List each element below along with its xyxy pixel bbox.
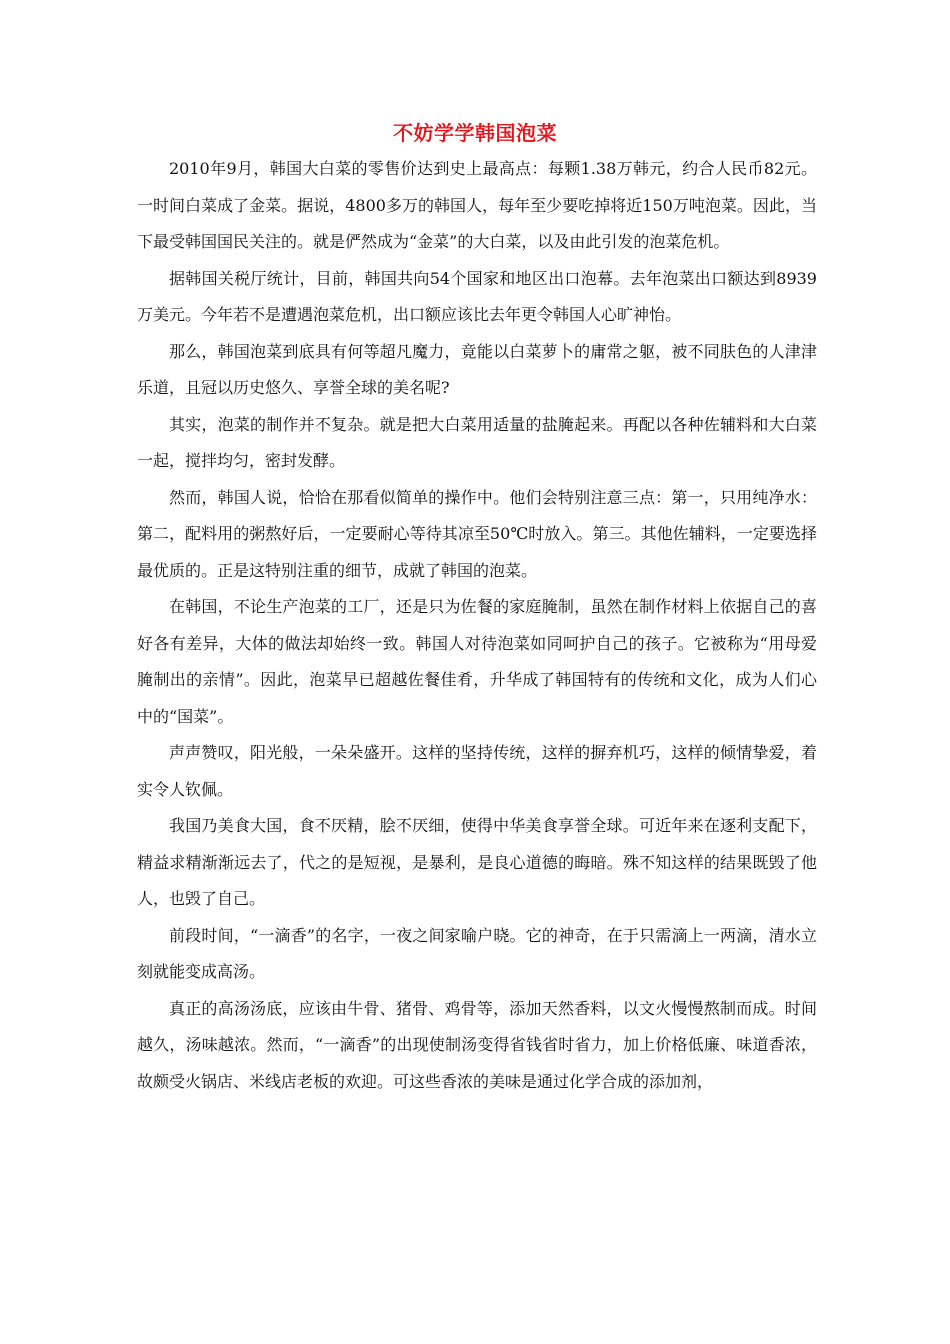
- paragraph: 我国乃美食大国，食不厌精，脍不厌细，使得中华美食享誉全球。可近年来在逐利支配下，精益求精渐渐远去了，代之的是短视，是暴利，是良心道德的晦暗。殊不知这样的结果既毁了他人，也毁了自己。: [137, 816, 817, 908]
- paragraph: 前段时间，“一滴香”的名字，一夜之间家喻户晓。它的神奇，在于只需滴上一两滴，清水立刻就能变成高汤。: [137, 925, 817, 981]
- paragraph: 其实，泡菜的制作并不复杂。就是把大白菜用适量的盐腌起来。再配以各种佐辅料和大白菜一起，搅拌均匀，密封发酵。: [137, 414, 817, 470]
- paragraph: 2010年9月，韩国大白菜的零售价达到史上最高点：每颗1.38万韩元，约合人民币82元。一时间白菜成了金菜。据说，4800多万的韩国人，每年至少要吃掉将近150万吨泡菜。因此，当下最受韩国国民关注的。就是俨然成为“金菜”的大白菜，以及由此引发的泡菜危机。: [137, 159, 817, 251]
- paragraph: 据韩国关税厅统计，目前，韩国共向54个国家和地区出口泡幕。去年泡菜出口额达到8939万美元。今年若不是遭遇泡菜危机，出口额应该比去年更令韩国人心旷神怡。: [137, 268, 817, 324]
- page-title: 不妨学学韩国泡菜: [393, 121, 557, 145]
- paragraph: 然而，韩国人说，恰恰在那看似简单的操作中。他们会特别注意三点：第一，只用纯净水：第二，配料用的粥熬好后，一定要耐心等待其凉至50℃时放入。第三。其他佐辅料，一定要选择最优质的。正是这特别注重的细节，成就了韩国的泡菜。: [137, 487, 817, 580]
- paragraph: 那么，韩国泡菜到底具有何等超凡魔力，竟能以白菜萝卜的庸常之躯，被不同肤色的人津津乐道，且冠以历史悠久、享誉全球的美名呢?: [137, 341, 817, 397]
- paragraph: 真正的高汤汤底，应该由牛骨、猪骨、鸡骨等，添加天然香料，以文火慢慢熬制而成。时间越久，汤味越浓。然而，“一滴香”的出现使制汤变得省钱省时省力，加上价格低廉、味道香浓，故颇受火锅店、米线店老板的欢迎。可这些香浓的美味是通过化学合成的添加剂，: [137, 998, 817, 1091]
- paragraph: 在韩国，不论生产泡菜的工厂，还是只为佐餐的家庭腌制，虽然在制作材料上依据自己的喜好各有差异，大体的做法却始终一致。韩国人对待泡菜如同呵护自己的孩子。它被称为“用母爱腌制出的亲情”。因此，泡菜早已超越佐餐佳肴，升华成了韩国特有的传统和文化，成为人们心中的“国菜”。: [137, 597, 817, 726]
- article-body: [137, 151, 817, 1100]
- paragraph: 声声赞叹，阳光般，一朵朵盛开。这样的坚持传统，这样的摒弃机巧，这样的倾情挚爱，着实令人钦佩。: [137, 743, 817, 799]
